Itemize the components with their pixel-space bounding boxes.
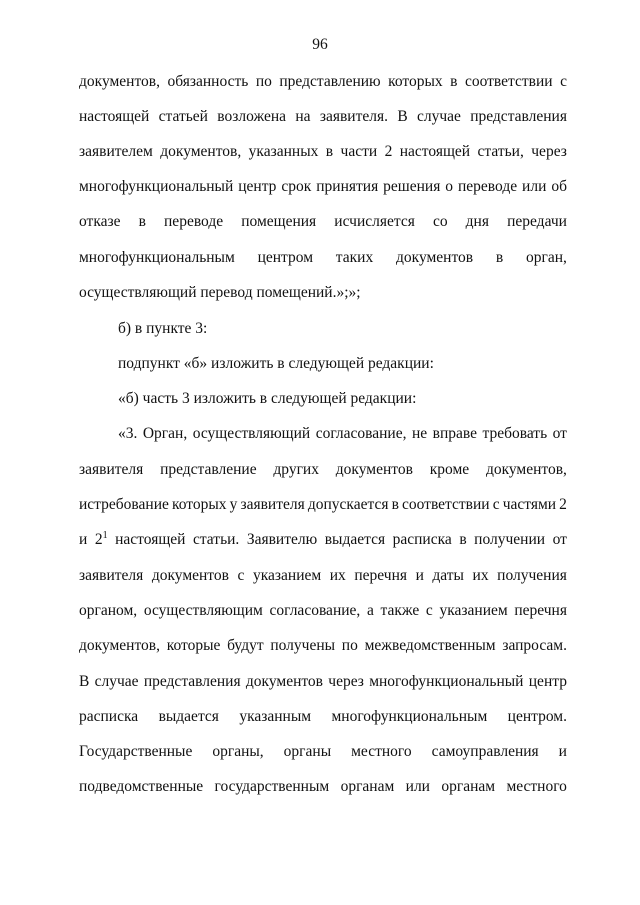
superscript: 1: [102, 529, 108, 541]
word: статьи.: [192, 531, 240, 548]
word: [95, 530, 108, 550]
text-line: [79, 777, 567, 797]
word: органы,: [212, 743, 264, 760]
text-line: [79, 566, 567, 586]
word: соответствии: [464, 73, 553, 90]
word: обязанность: [167, 73, 249, 90]
word: документов,: [485, 461, 567, 478]
word: центр: [528, 673, 567, 690]
word: «3.: [118, 425, 138, 442]
word: заявителем: [79, 143, 153, 160]
word: которые: [166, 637, 221, 654]
word: и: [558, 743, 567, 760]
word: документов,: [79, 637, 160, 654]
text-line: осуществляющий перевод помещений.»;»;: [79, 284, 361, 301]
word: будут: [227, 637, 264, 654]
word: получения: [497, 567, 567, 584]
word: в: [450, 73, 458, 90]
word: центром.: [507, 708, 567, 725]
word: осуществляющий: [192, 425, 311, 442]
word: указанием: [252, 567, 322, 584]
word: Государственные: [79, 743, 193, 760]
text-line: [79, 530, 567, 550]
word: выдается: [158, 708, 219, 725]
word: кроме: [429, 461, 470, 478]
word: документов: [245, 673, 324, 690]
word: по: [341, 637, 358, 654]
word: допускается: [307, 496, 389, 513]
text-line: [79, 601, 567, 621]
word: настоящей: [399, 143, 471, 160]
word: вправе: [432, 425, 477, 442]
word: помещения: [241, 213, 317, 230]
word: документов: [396, 249, 474, 266]
word: заявителя: [79, 461, 144, 478]
word: с: [492, 496, 500, 513]
word: орган,: [526, 249, 567, 266]
word: переводе: [164, 213, 224, 230]
paragraph-heading: б) в пункте 3:: [118, 320, 208, 337]
word: срок: [281, 178, 312, 195]
word: перечня: [354, 567, 407, 584]
word: получены: [270, 637, 336, 654]
word: и: [415, 567, 424, 584]
text-line: [79, 142, 567, 162]
word: в: [138, 213, 146, 230]
text-line: [79, 742, 567, 762]
word: через: [531, 143, 567, 160]
word: Орган,: [142, 425, 188, 442]
text-line: [79, 212, 567, 232]
word: через: [328, 673, 364, 690]
word: местного: [506, 778, 567, 795]
word: многофункциональным: [79, 249, 235, 266]
word: статьи,: [477, 143, 524, 160]
word: указанным: [239, 708, 312, 725]
text-line: [118, 424, 567, 444]
word: документов,: [79, 73, 160, 90]
word: истребование: [79, 496, 169, 513]
word: В: [397, 108, 408, 125]
text-line: [79, 72, 567, 92]
word: в: [391, 496, 399, 513]
text-line: «б) часть 3 изложить в следующей редакции:: [118, 390, 417, 407]
word: центр: [238, 178, 277, 195]
word: частями: [502, 496, 557, 513]
word: 2: [94, 531, 103, 548]
word: заявителя: [79, 567, 144, 584]
word: в: [459, 531, 467, 548]
word: по: [255, 73, 272, 90]
word: документов: [151, 567, 229, 584]
word: не: [411, 425, 428, 442]
word: и: [79, 531, 88, 548]
word: их: [472, 567, 489, 584]
word: в: [325, 143, 334, 160]
word: также: [380, 602, 420, 619]
word: центром: [257, 249, 314, 266]
word: случае: [416, 108, 461, 125]
word: органам: [340, 778, 395, 795]
word: представления: [470, 108, 567, 125]
word: многофункциональный: [79, 178, 234, 195]
word: отказе: [79, 213, 121, 230]
word: перечня: [514, 602, 567, 619]
word: получении: [474, 531, 546, 548]
word: многофункциональным: [331, 708, 488, 725]
text-line: [79, 177, 567, 197]
word: других: [273, 461, 319, 478]
word: таких: [335, 249, 374, 266]
word: представление: [160, 461, 257, 478]
word: расписка: [392, 531, 452, 548]
word: дня: [465, 213, 489, 230]
word: самоуправления: [431, 743, 539, 760]
word: статьей: [158, 108, 208, 125]
page-number: 96: [312, 36, 328, 53]
word: в: [495, 249, 504, 266]
word: с: [560, 73, 567, 90]
word: исчисляется: [334, 213, 415, 230]
word: или: [522, 178, 547, 195]
text-line: подпункт «б» изложить в следующей редакции:: [118, 355, 434, 372]
word: документов: [335, 461, 413, 478]
word: органом,: [79, 602, 138, 619]
word: или: [405, 778, 430, 795]
word: требовать: [482, 425, 548, 442]
word: расписка: [79, 708, 139, 725]
word: на: [295, 108, 311, 125]
text-line: [79, 707, 567, 727]
word: которых: [388, 73, 443, 90]
word: соответствии: [402, 496, 490, 513]
word: их: [329, 567, 346, 584]
word: многофункциональный: [369, 673, 524, 690]
text-line: [79, 636, 567, 656]
word: представления: [143, 673, 241, 690]
word: запросам.: [502, 637, 567, 654]
word: с: [425, 602, 433, 619]
word: от: [552, 531, 567, 548]
word: указанием: [439, 602, 508, 619]
word: органам: [441, 778, 496, 795]
text-line: [79, 672, 567, 692]
word: государственным: [214, 778, 330, 795]
word: межведомственным: [364, 637, 496, 654]
word: у: [229, 496, 238, 513]
word: представлению: [279, 73, 381, 90]
word: Заявителю: [246, 531, 318, 548]
word: об: [551, 178, 567, 195]
word: настоящей: [115, 531, 186, 548]
word: указанных: [248, 143, 319, 160]
text-line: [79, 107, 567, 127]
word: выдается: [324, 531, 386, 548]
word: а: [366, 602, 374, 619]
word: принятия: [316, 178, 379, 195]
word: которых: [171, 496, 227, 513]
word: части: [340, 143, 378, 160]
word: передачи: [507, 213, 567, 230]
word: осуществляющим: [143, 602, 263, 619]
text-line: [79, 248, 567, 268]
word: 2: [559, 496, 567, 513]
word: случае: [94, 673, 139, 690]
word: согласование,: [269, 602, 361, 619]
word: настоящей: [79, 108, 150, 125]
word: подведомственные: [79, 778, 204, 795]
text-line: [79, 495, 567, 515]
word: возложена: [217, 108, 287, 125]
word: даты: [432, 567, 464, 584]
text-line: [79, 460, 567, 480]
word: переводе: [458, 178, 518, 195]
word: В: [79, 673, 90, 690]
word: согласование,: [315, 425, 407, 442]
word: от: [552, 425, 567, 442]
word: с: [237, 567, 245, 584]
word: о: [445, 178, 454, 195]
word: заявителя: [240, 496, 305, 513]
word: 2: [384, 143, 393, 160]
word: со: [432, 213, 448, 230]
word: документов,: [160, 143, 242, 160]
word: органы: [283, 743, 332, 760]
word: решения: [383, 178, 441, 195]
word: заявителя.: [319, 108, 388, 125]
word: местного: [351, 743, 412, 760]
